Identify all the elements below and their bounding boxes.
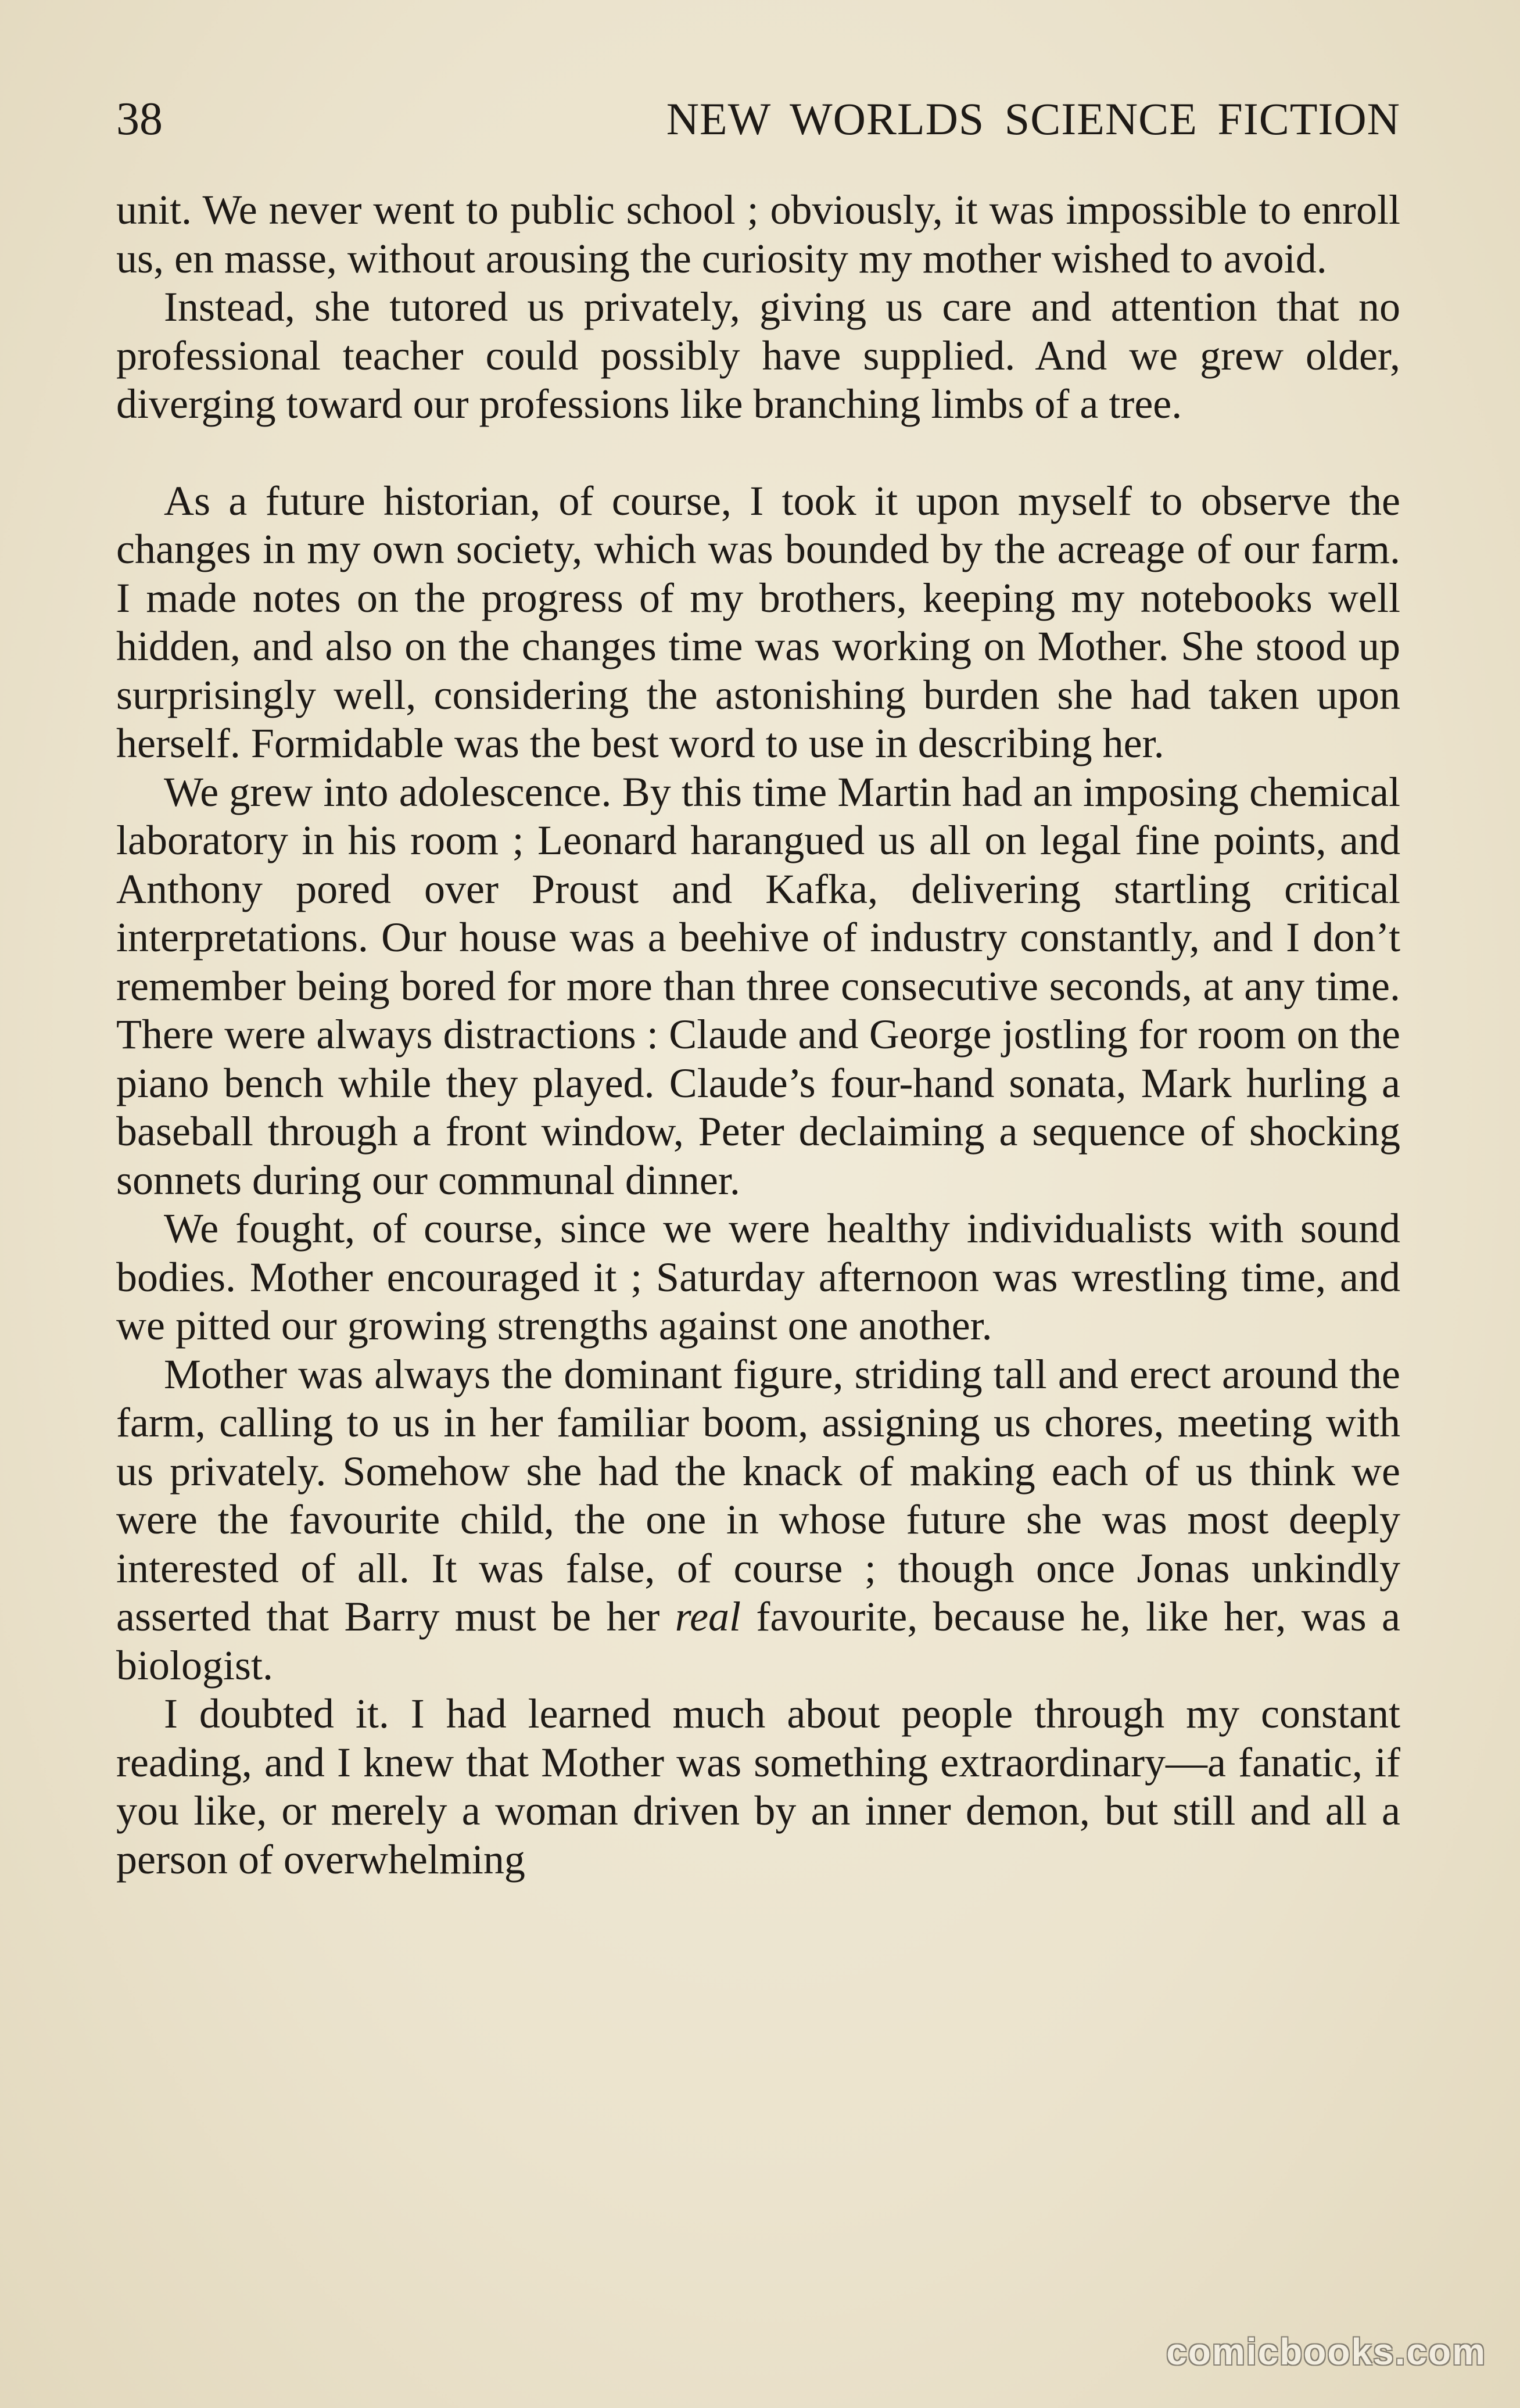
paragraph [116,1350,1400,1690]
page-number: 38 [116,94,163,145]
paragraph: As a future historian, of course, I took it upon myself to observe the changes in my own society, which was bounded by the acreage of our farm. I made notes on the progress of my brothers, keeping my notebooks well hidden, and also on the changes time was working on Mother. She stood up surprisingly well, considering the astonishing burden she had taken upon herself. Formidable was the best word to use in describing her. [116,477,1400,766]
paragraph: We grew into adolescence. By this time Martin had an imposing chemical laboratory in his room ; Leonard harangued us all on legal fine points, and Anthony pored over Proust and Kafka, delivering startling critical interpretations. Our house was a beehive of industry constantly, and I don’t remember being bored for more than three consecutive seconds, at any time. There were always distractions : Claude and George jostling for room on the piano bench while they played. Claude’s four-hand sonata, Mark hurling a baseball through a front window, Peter declaiming a sequence of shocking sonnets during our communal dinner. [116,768,1400,1203]
paragraph-text: Mother was always the dominant figure, striding tall and erect around the farm, calling to us in her familiar boom, assigning us chores, meeting with us privately. Somehow she had the knack of making each of us think we were the favourite child, the one in whose future she was most deeply interested of all. It was false, of course ; though once Jonas unkindly asserted that Barry must be her [116,1350,1400,1640]
paragraph: I doubted it. I had learned much about people through my constant reading, and I knew that Mother was something extraordinary—a fanatic, if you like, or merely a woman driven by an inner demon, but still and all a person of overwhelming [116,1690,1400,1883]
paragraph: Instead, she tutored us privately, giving us care and attention that no professional teacher could possibly have supplied. And we grew older, diverging toward our professions like branching limbs of a tree. [116,284,1400,427]
watermark: comicbooks.com [1166,2331,1486,2373]
page-header [116,87,1400,151]
story-body [116,186,1400,2278]
paragraph: unit. We never went to public school ; obviously, it was impossible to enroll us, en masse, without arousing the curiosity my mother wished to avoid. [116,187,1400,282]
paragraph-text: favourite, because he, like her, was a biologist. [116,1593,1400,1689]
running-head: NEW WORLDS SCIENCE FICTION [666,94,1400,144]
paragraph: We fought, of course, since we were healthy individualists with sound bodies. Mother encouraged it ; Saturday afternoon was wrestling time, and we pitted our growing strengths against one another. [116,1205,1400,1349]
italic-emphasis: real [675,1593,741,1640]
